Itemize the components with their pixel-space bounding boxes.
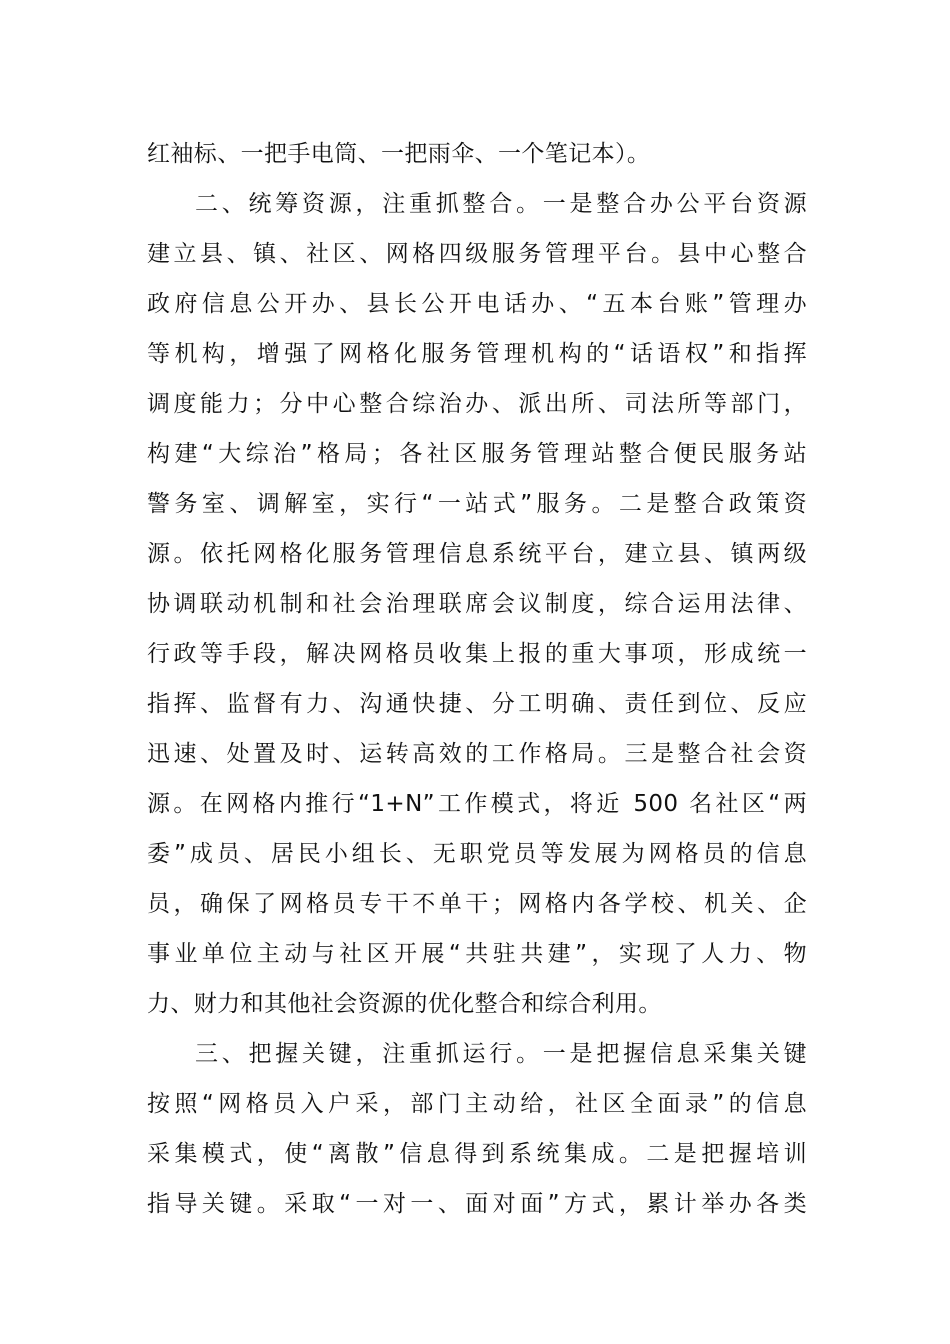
text-line: 构建“大综治”格局；各社区服务管理站整合便民服务站	[147, 441, 807, 467]
text-line: 按照“网格员入户采，部门主动给，社区全面录”的信息	[147, 1091, 807, 1117]
text-line: 警务室、调解室，实行“一站式”服务。二是整合政策资	[147, 491, 807, 517]
paragraph-heading-line: 二、统筹资源，注重抓整合。一是整合办公平台资源	[195, 191, 807, 217]
text-line: 调度能力；分中心整合综治办、派出所、司法所等部门，	[147, 391, 807, 417]
text-line: 源。依托网格化服务管理信息系统平台，建立县、镇两级	[147, 541, 807, 567]
text-line: 协调联动机制和社会治理联席会议制度，综合运用法律、	[147, 591, 807, 617]
text-line: 等机构，增强了网格化服务管理机构的“话语权”和指挥	[147, 341, 807, 367]
text-line: 源。在网格内推行“1+N”工作模式，将近 500 名社区“两	[147, 791, 807, 817]
text-line: 迅速、处置及时、运转高效的工作格局。三是整合社会资	[147, 741, 807, 767]
text-line: 力、财力和其他社会资源的优化整合和综合利用。	[147, 991, 662, 1017]
text-line: 委”成员、居民小组长、无职党员等发展为网格员的信息	[147, 841, 807, 867]
text-line: 建立县、镇、社区、网格四级服务管理平台。县中心整合	[147, 241, 807, 267]
text-line: 指导关键。采取“一对一、面对面”方式，累计举办各类	[147, 1191, 807, 1217]
text-line: 政府信息公开办、县长公开电话办、“五本台账”管理办	[147, 291, 807, 317]
text-line: 采集模式，使“离散”信息得到系统集成。二是把握培训	[147, 1141, 807, 1167]
text-line: 指挥、监督有力、沟通快捷、分工明确、责任到位、反应	[147, 691, 807, 717]
text-line: 红袖标、一把手电筒、一把雨伞、一个笔记本）。	[147, 141, 651, 167]
text-line: 行政等手段，解决网格员收集上报的重大事项，形成统一	[147, 641, 807, 667]
paragraph-heading-line: 三、把握关键，注重抓运行。一是把握信息采集关键	[195, 1041, 807, 1067]
body-text	[147, 129, 807, 1229]
text-line: 员，确保了网格员专干不单干；网格内各学校、机关、企	[147, 891, 807, 917]
text-line: 事业单位主动与社区开展“共驻共建”，实现了人力、物	[147, 941, 807, 967]
